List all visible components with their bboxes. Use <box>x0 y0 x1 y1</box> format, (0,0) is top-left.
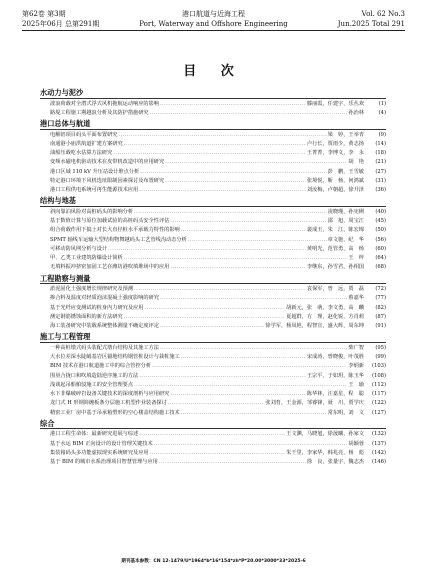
page-number: (9) <box>378 131 386 138</box>
page-number: (56) <box>375 236 386 243</box>
journal-parameters-footer: 期刊基本参数：CN 12-1479/U*1964*b*16*154*zh*P*20.00*3000*33*2025-6 <box>121 559 306 564</box>
dot-leader <box>124 313 286 322</box>
article-authors: 常东明，刘 文 <box>327 409 364 416</box>
section-heading: 综合 <box>40 418 55 428</box>
article-authors: 蔡嘉华 <box>348 295 364 302</box>
dot-leader <box>134 208 327 217</box>
dot-leader <box>150 109 348 118</box>
page-number: (60) <box>375 245 386 252</box>
dot-leader <box>144 304 285 313</box>
article-authors: 李炳新 <box>348 363 364 370</box>
page-number: (91) <box>375 323 386 329</box>
section-heading: 港口总体与航道 <box>40 119 91 128</box>
dot-leader <box>113 149 306 158</box>
page-number: (31) <box>375 177 386 184</box>
toc-entry[interactable] <box>40 322 386 331</box>
article-authors: 邵 旭，周宝江 <box>327 218 364 224</box>
article-authors: 卢行长，贾雨少，黄志扬 <box>306 140 364 147</box>
article-authors: 陈华林，汪嘉星，程 聪 <box>306 391 364 397</box>
toc-section <box>40 88 386 118</box>
article-title: 油船压载吃水估算方法研究 <box>50 150 113 156</box>
toc-entry[interactable] <box>40 399 386 408</box>
dot-leader <box>165 177 306 186</box>
dot-leader <box>160 344 347 353</box>
toc-section <box>40 119 386 195</box>
dot-leader <box>188 236 327 245</box>
article-authors: 梁 婷，王举青 <box>327 131 364 138</box>
toc-entry[interactable] <box>40 409 386 418</box>
article-title: 特定港口环境下风机选址限制因素探讨及布置研究 <box>50 177 165 184</box>
dot-leader <box>150 449 286 458</box>
page-number: (4) <box>378 109 386 116</box>
page-number: (82) <box>375 304 386 311</box>
toc-entry[interactable] <box>40 254 386 263</box>
toc-entry[interactable] <box>40 149 386 158</box>
header-volume-en <box>338 9 405 29</box>
toc-entry[interactable] <box>40 177 386 186</box>
toc-entry[interactable] <box>40 430 386 439</box>
article-title: 可移动防风网分析与设计 <box>50 245 108 252</box>
article-title: 精密工业厂房中基于吊承箱塑形的空心楼盖结构施工技术 <box>50 409 180 416</box>
page-number: (95) <box>375 344 386 351</box>
toc-entry[interactable] <box>40 458 386 467</box>
article-title: 路堤工程施工期越浪分析及其防护措施研究 <box>50 109 149 116</box>
dot-leader <box>181 226 306 235</box>
article-authors: 胡颖蓉 <box>348 440 364 447</box>
dot-leader <box>139 186 306 195</box>
section-heading: 结构与地基 <box>40 196 76 206</box>
section-rule <box>40 283 386 284</box>
toc-entry[interactable] <box>40 131 386 140</box>
toc-entry[interactable] <box>40 236 386 245</box>
dot-leader <box>140 168 326 177</box>
header-date-total: Jun.2025 Total 291 <box>337 20 405 28</box>
table-of-contents <box>40 87 386 467</box>
dot-leader <box>118 131 326 140</box>
article-title: 浅谈起吊船舶驳施工的安全管理要点 <box>50 381 134 388</box>
section-rule <box>40 342 386 343</box>
page-number: (36) <box>375 187 386 193</box>
page-number: (77) <box>375 295 386 302</box>
dot-leader <box>168 399 265 408</box>
dot-leader <box>152 362 347 371</box>
article-authors: 黄明光，范管勇，高 杨 <box>306 245 364 252</box>
article-title: 斜向靠泊风险对高桩码头的影响分析 <box>50 208 134 215</box>
toc-entry[interactable] <box>40 381 386 390</box>
toc-entry[interactable] <box>40 217 386 226</box>
article-title: 基于光纤应变测试的桩身内力研究及应用 <box>50 304 144 311</box>
article-title: 一种高桩墩式码头装配式墩台结构及其施工方法 <box>50 344 159 351</box>
article-authors: 柴广智 <box>348 344 364 351</box>
article-title: SPMT 轴线车运输大型结构物舞越码头工艺管线沟动态分析 <box>50 236 187 243</box>
toc-entry[interactable] <box>40 344 386 353</box>
toc-entry[interactable] <box>40 245 386 254</box>
page-number: (64) <box>375 255 386 261</box>
article-authors: 夏超群，方 理，赵化锐，方肖莉 <box>286 313 364 320</box>
page-number: (27) <box>375 168 386 175</box>
article-title: 无填料振冲挤密加固工艺在潍坊港吹填堆场中的应用 <box>50 264 170 271</box>
section-rule <box>40 206 386 207</box>
header-vol-no: Vol. 62 No.3 <box>361 10 405 18</box>
toc-entry[interactable] <box>40 372 386 381</box>
article-title: 淤泥固化土强度增长规律研究及预测 <box>50 286 134 292</box>
page-number: (1) <box>378 100 386 107</box>
toc-entry[interactable] <box>40 390 386 399</box>
toc-entry[interactable] <box>40 208 386 217</box>
article-title: 甲、乙类工业建筑防爆设计简析 <box>50 255 123 261</box>
dot-leader <box>165 158 347 167</box>
page-number: (40) <box>375 208 386 215</box>
article-title: 海工装备研究中装载系统整体测量不确定度评定 <box>50 323 159 329</box>
article-authors: 王菁菁，李博文，李 永 <box>306 150 364 156</box>
toc-section <box>40 196 386 272</box>
dot-leader <box>170 390 306 399</box>
section-heading: 施工与工程管理 <box>40 332 91 342</box>
article-title: 掺合料及温度对轻质泡沫混凝土强度影响的研究 <box>50 295 159 302</box>
article-authors: 徐学军，杨凤艳，程智宣，盛大辉，周东坤 <box>265 323 364 329</box>
article-authors: 徐 良，张量宇，魏志杰 <box>306 459 364 465</box>
header-journal-name-cn: 港口航道与近海工程 <box>182 10 245 18</box>
article-authors: 张境悦，靳 杨，何鸿斌 <box>306 177 364 184</box>
page-number: (137) <box>372 440 386 447</box>
article-title: 电解铝项目码头平面布置研究 <box>50 131 118 138</box>
article-title: 基于 BIM 的城市水系治理项目智慧管理与应用 <box>50 459 158 465</box>
article-authors: 胡 艳 <box>348 159 364 166</box>
toc-entry[interactable] <box>40 285 386 294</box>
journal-header <box>22 9 405 35</box>
article-title: 集装箱码头多功能虚拟现实系统研究及应用 <box>50 449 149 456</box>
dot-leader <box>159 458 306 467</box>
toc-entry[interactable] <box>40 313 386 322</box>
page-number: (142) <box>372 449 386 456</box>
toc-entry[interactable] <box>40 168 386 177</box>
page-number: (112) <box>372 381 386 388</box>
header-date: 2025年06月 总第291期 <box>22 20 100 28</box>
page-title: 目 次 <box>183 64 244 79</box>
article-title: 南通港小庙洪航道扩建方案研究 <box>50 140 123 147</box>
dot-leader <box>181 409 327 418</box>
toc-entry[interactable] <box>40 226 386 235</box>
article-authors: 王宗平，于如玥，陈玉华 <box>306 372 364 379</box>
toc-entry[interactable] <box>40 263 386 272</box>
header-volume: 第62卷 第3期 <box>22 10 66 18</box>
section-rule <box>40 129 386 130</box>
toc-entry[interactable] <box>40 449 386 458</box>
page-number: (108) <box>372 372 386 379</box>
dot-leader <box>170 263 306 272</box>
article-title: 港口工程生命体：最新研究进展与综述 <box>50 431 139 438</box>
page-number: (18) <box>375 150 386 156</box>
dot-leader <box>160 100 306 109</box>
article-authors: 王文渊，马晓旭，徐晟曦，孙家文 <box>286 431 364 438</box>
article-authors: 宋成涛，曾晓俊，叶茂胜 <box>306 354 364 360</box>
page-number: (127) <box>372 409 386 416</box>
toc-section <box>40 274 386 332</box>
article-title: 港口区域 110 kV 升压站设计堆点分析 <box>50 168 140 175</box>
dot-leader <box>108 245 306 254</box>
toc-entry[interactable] <box>40 158 386 167</box>
page-number: (122) <box>372 400 386 407</box>
toc-entry[interactable] <box>40 362 386 371</box>
page-number: (146) <box>372 459 386 465</box>
article-title: 基于水运 BIM 正向设计的设计管理关键技术 <box>50 440 153 447</box>
page-number: (99) <box>375 354 386 360</box>
article-authors: 滕丽霞，任建宇，乐丛欢 <box>306 100 364 107</box>
dot-leader <box>160 322 264 331</box>
article-authors: 彭 鹏，王雪敏 <box>327 168 364 175</box>
dot-leader <box>181 353 306 362</box>
dot-leader <box>134 285 306 294</box>
article-authors: 张刘育，王金源，邹睿锋，聂 川，贾学庆 <box>265 400 364 407</box>
toc-entry[interactable] <box>40 140 386 149</box>
header-rule <box>22 30 405 31</box>
article-title: 港口工程供电系统可再生能源技术应用 <box>50 187 139 193</box>
article-authors: 王 瑜 <box>348 381 364 388</box>
article-title: 组合荷载作用下搞土对长大直径桩水平承载力特性的影响 <box>50 227 180 234</box>
page-number: (68) <box>375 264 386 271</box>
page-number: (117) <box>372 391 386 397</box>
page-number: (14) <box>375 140 386 147</box>
article-title: 基于数值计算与原位加载试验的高桩码头安全性评估 <box>50 218 170 224</box>
article-authors: 章文施，纪 华 <box>327 236 364 243</box>
toc-entry[interactable] <box>40 109 386 118</box>
article-authors: 胡新元，张 萌，李文勇，高 麟 <box>286 304 364 311</box>
toc-entry[interactable] <box>40 353 386 362</box>
dot-leader <box>124 140 306 149</box>
dot-leader <box>154 440 348 449</box>
dot-leader <box>124 254 348 263</box>
article-authors: 朱干里，李家华，韩兆亮，杨 彪 <box>286 449 364 456</box>
header-journal-name-en: Port, Waterway and Offshore Engineering <box>139 20 288 28</box>
page-number: (72) <box>375 286 386 292</box>
toc-entry[interactable] <box>40 440 386 449</box>
article-authors: 刘汝梅，卢朝超，徐升泽 <box>306 187 364 193</box>
toc-section <box>40 332 386 418</box>
dot-leader <box>160 294 347 303</box>
section-heading: 工程勘察与测量 <box>40 273 91 283</box>
dot-leader <box>170 217 326 226</box>
article-title: 龙门式 H 形钢简缠板条分层施工机型作业装备探讨 <box>50 400 167 407</box>
page-number: (103) <box>372 363 386 370</box>
article-title: 波浪荷载对全潜式浮式风机拖航运动响应的影响 <box>50 100 159 107</box>
article-title: 围垦合拢口和吹填造陆逆序施工的方法 <box>50 372 139 379</box>
article-authors: 李继东，孙雪君，孙相国 <box>306 264 364 271</box>
page-number: (45) <box>375 218 386 224</box>
article-title: 变频水磁电机驱动技术在皮带机改造中的应用研究 <box>50 159 165 166</box>
toc-entry[interactable] <box>40 294 386 303</box>
article-title: 水下非爆破碎岩设备关键技术的深度剖析与应用研究 <box>50 391 170 397</box>
section-rule <box>40 98 386 99</box>
dot-leader <box>134 381 347 390</box>
article-title: BIM 技术在港口航道施工中的综合管控分析 <box>50 363 152 370</box>
dot-leader <box>139 430 285 439</box>
page-number: (21) <box>375 159 386 166</box>
section-rule <box>40 428 386 429</box>
article-authors: 袁保军，曾 远，贾 磊 <box>306 286 364 292</box>
article-authors: 孙治林 <box>348 109 364 116</box>
toc-entry[interactable] <box>40 100 386 109</box>
page-number: (132) <box>372 431 386 438</box>
article-authors: 凌晓瑾，孙宪俐 <box>327 208 364 215</box>
article-authors: 裴成玉，朱 江，陈宏锦 <box>306 227 364 234</box>
article-authors: 王 梓 <box>348 255 364 261</box>
toc-entry[interactable] <box>40 186 386 195</box>
toc-entry[interactable] <box>40 304 386 313</box>
page-number: (50) <box>375 227 386 234</box>
dot-leader <box>139 372 306 381</box>
section-heading: 水动力与泥沙 <box>40 88 84 97</box>
article-title: 大水位差深水陡峭基岩区锚地结构钢管桩设计与栽桩施工 <box>50 354 180 360</box>
toc-section <box>40 419 386 468</box>
page-number: (87) <box>375 313 386 320</box>
article-title: 测定钢筋锈蚀面积的新方法研究 <box>50 313 123 320</box>
